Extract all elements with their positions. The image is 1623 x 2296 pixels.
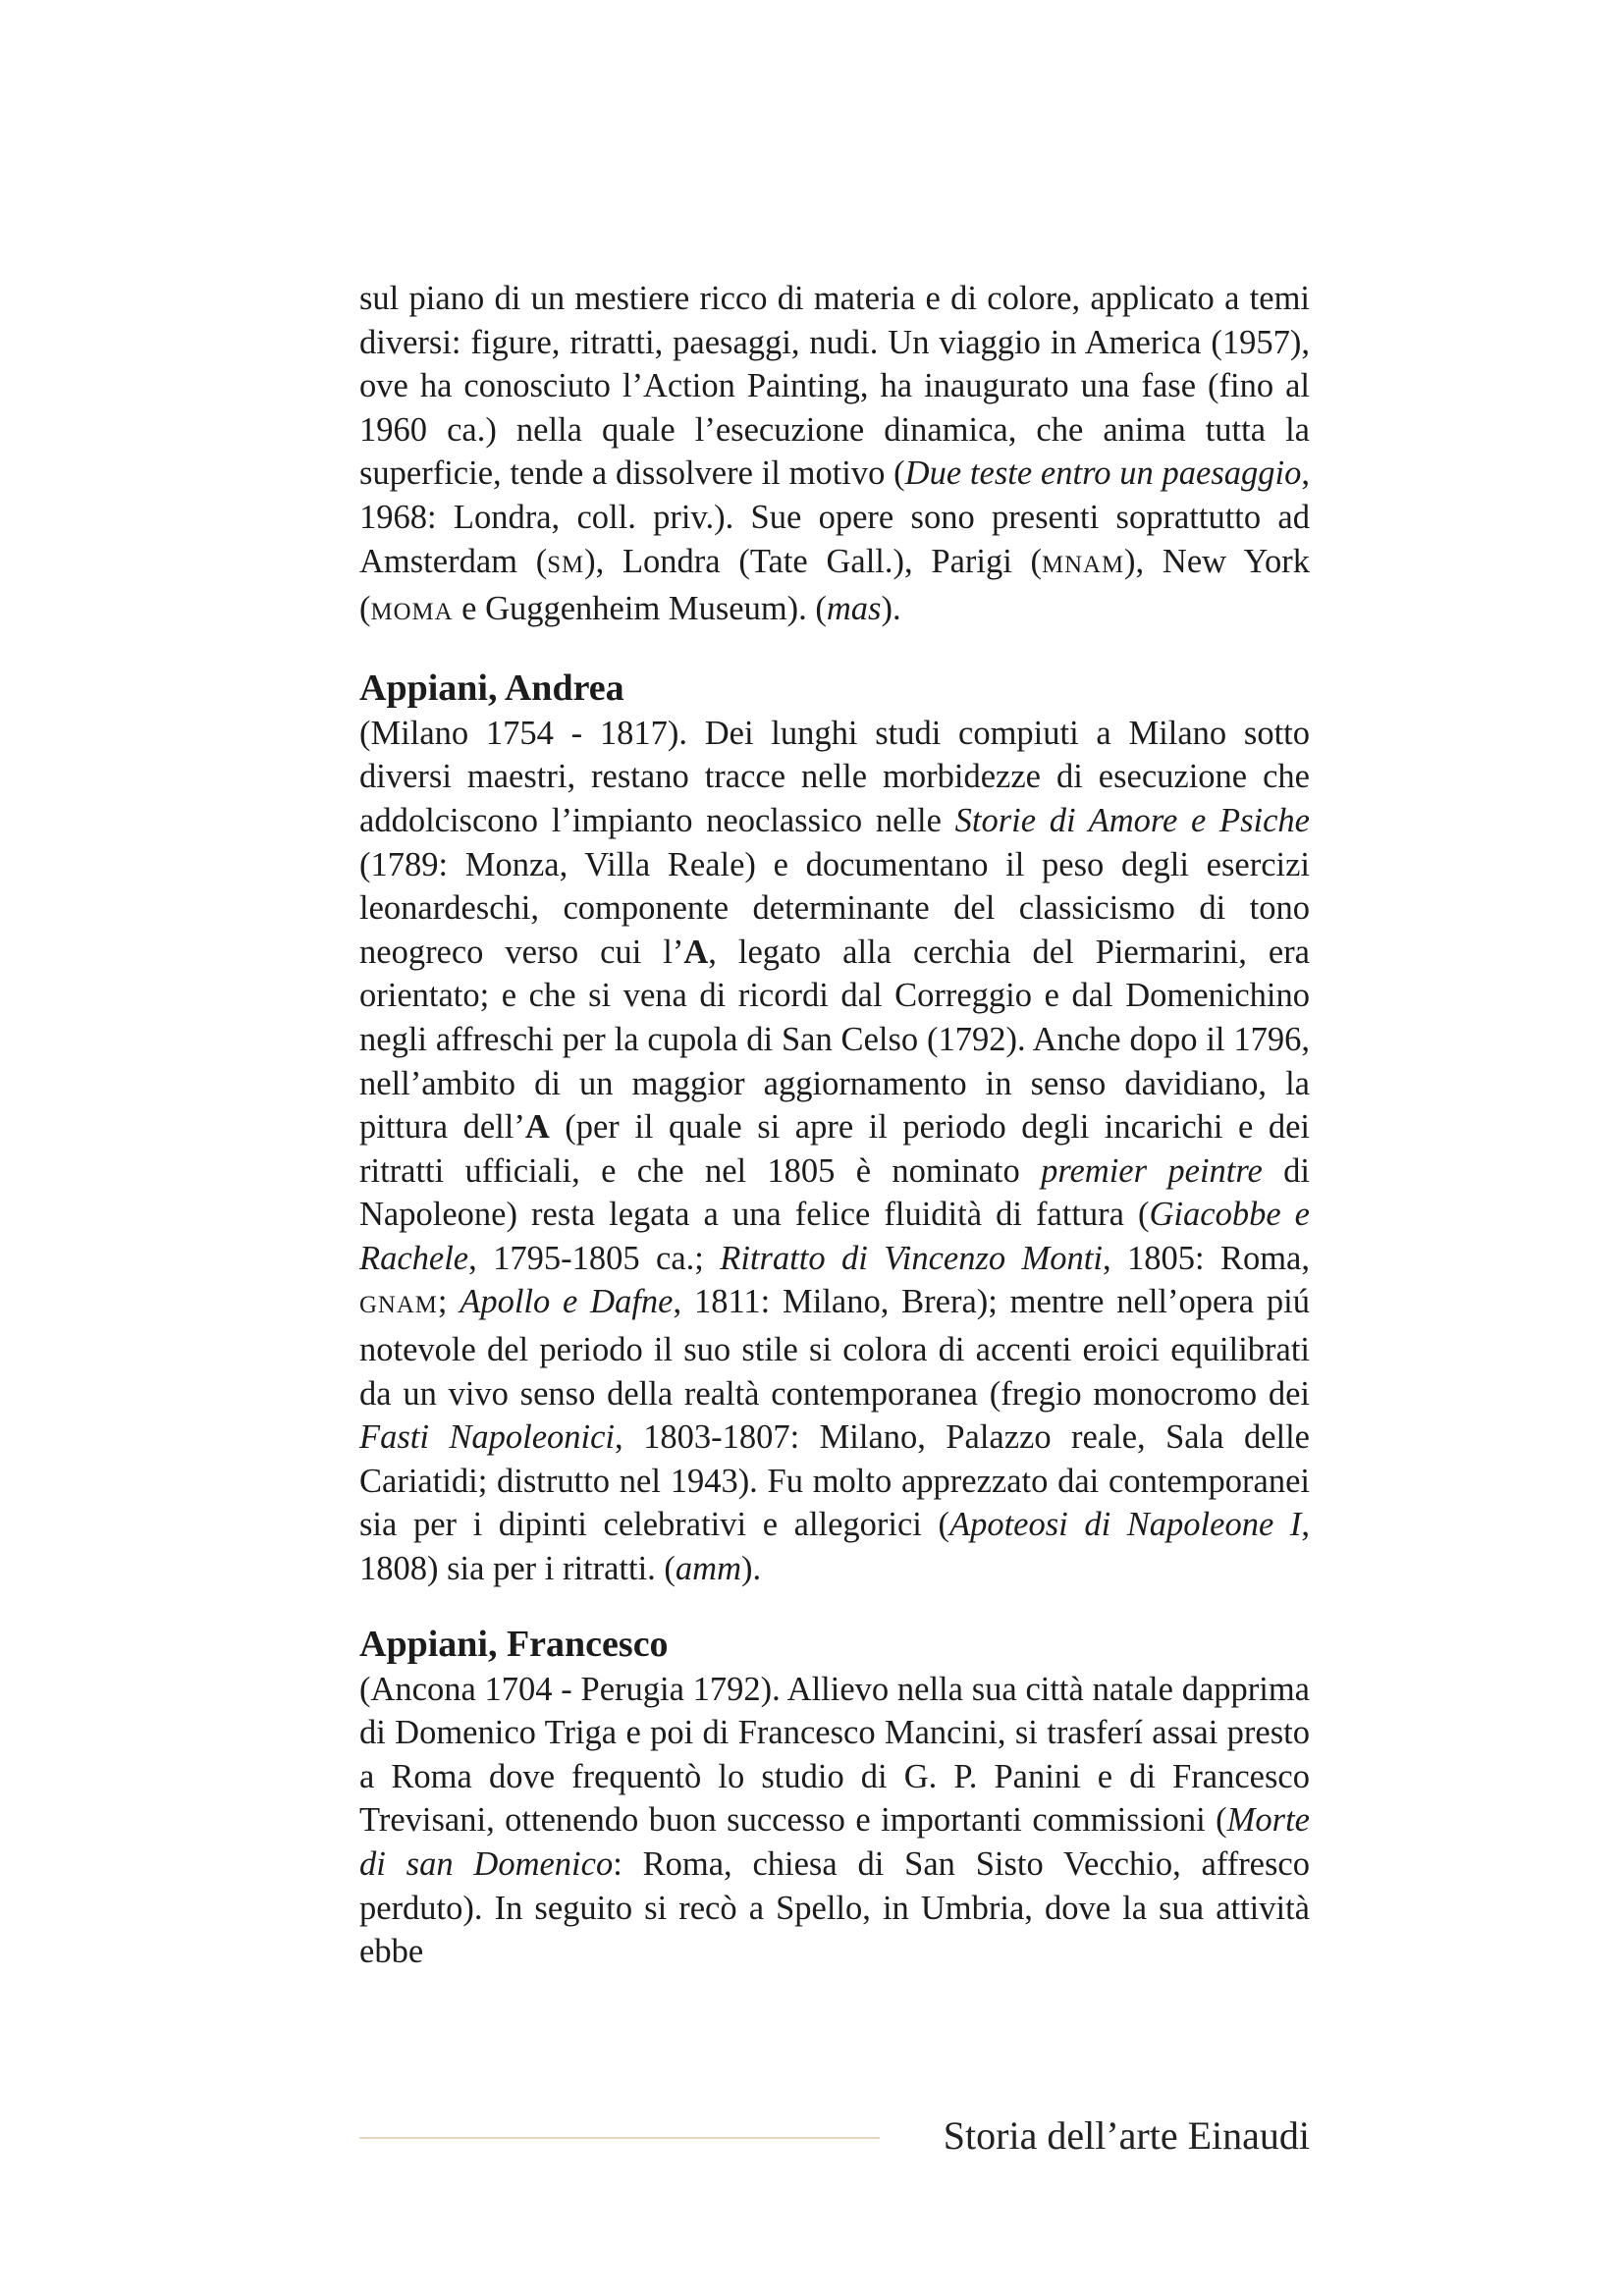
bold-run: A <box>683 933 709 971</box>
text-run: (per il quale si apre il periodo degli incarichi e dei ritratti ufficiali, e che nel 1805 è nominato <box>359 1108 1311 1190</box>
text-run: , 1968: Londra, coll. priv.). Sue opere sono presenti soprattutto ad Amsterdam ( <box>359 454 1310 580</box>
text-run: di Napoleone) resta legata a una felice fluidità di fattura ( <box>359 1151 1311 1234</box>
footer-title: Storia dell’arte Einaudi <box>943 2113 1310 2158</box>
text-run: (1789: Monza, Villa Reale) e documentano il peso degli esercizi leonardeschi, componente determinante del classicismo di tono neogreco verso cui l’ <box>359 845 1310 971</box>
italic-run: Morte di san Domenico <box>359 1801 1310 1883</box>
italic-run: Fasti Napoleonici <box>359 1418 616 1457</box>
italic-run: premier peintre <box>1041 1151 1263 1190</box>
text-run: (Milano 1754 - 1817). Dei lunghi studi compiuti a Milano sotto diversi maestri, restano tracce nelle morbidezze di esecuzione che addolciscono l’impianto neoclassico nelle <box>359 714 1310 839</box>
text-column <box>359 277 1310 1974</box>
text-run: sul piano di un mestiere ricco di materia e di colore, applicato a temi diversi: figure, ritratti, paesaggi, nudi. Un viaggio in America (1957), ove ha conosciuto l’Action Painting, ha inaugurato una fase (fino al 1960 ca.) nella quale l’esecuzione dinamica, che anima tutta la superficie, tende a dissolvere il motivo ( <box>359 280 1310 493</box>
text-run: , legato alla cerchia del Piermarini, era orientato; e che si vena di ricordi dal Correggio e dal Domenichino negli affreschi per la cupola di San Celso (1792). Anche dopo il 1796, nell’ambito di un maggior aggiornamento in senso davidiano, la pittura dell’ <box>359 933 1310 1147</box>
small-caps-run: GNAM <box>359 1292 438 1319</box>
entry-heading-francesco: Appiani, Francesco <box>359 1623 669 1665</box>
small-caps-run: SM <box>547 551 585 578</box>
entry-heading-andrea: Appiani, Andrea <box>359 667 624 709</box>
intro-paragraph <box>359 277 1310 635</box>
italic-run: Due teste entro un paesaggio <box>904 454 1302 493</box>
text-run: ), New York ( <box>359 542 1310 628</box>
text-run: ). <box>881 590 901 628</box>
text-run: , 1803-1807: Milano, Palazzo reale, Sala delle Cariatidi; distrutto nel 1943). Fu molto apprezzato dai contemporanei sia per i dipinti celebrativi e allegorici ( <box>359 1418 1310 1544</box>
italic-run: Apollo e Dafne <box>460 1283 674 1321</box>
italic-run: Ritratto di Vincenzo Monti <box>720 1239 1103 1277</box>
italic-run: mas <box>826 590 882 628</box>
italic-run: Storie di Amore e Psiche <box>954 801 1310 839</box>
entry-body-francesco <box>359 1668 1310 1974</box>
italic-run: Apoteosi di Napoleone I <box>949 1506 1302 1544</box>
text-run: ), Londra (Tate Gall.), Parigi ( <box>584 542 1043 580</box>
text-run: ). <box>741 1550 762 1588</box>
text-run: (Ancona 1704 - Perugia 1792). Allievo nella sua città natale dapprima di Domenico Triga e poi di Francesco Mancini, si trasferí assai presto a Roma dove frequentò lo studio di G. P. Panini e di Francesco Trevisani, ottenendo buon successo e importanti commissioni ( <box>359 1670 1310 1840</box>
text-run: , 1795-1805 ca.; <box>468 1239 721 1277</box>
text-run: , 1808) sia per i ritratti. ( <box>359 1506 1310 1588</box>
text-run: ; <box>437 1283 460 1321</box>
text-run: e Guggenheim Museum). ( <box>453 590 827 628</box>
footer-rule <box>359 2137 880 2139</box>
italic-run: amm <box>675 1550 741 1588</box>
bold-run: A <box>524 1108 550 1147</box>
small-caps-run: MNAM <box>1042 551 1125 578</box>
italic-run: Giacobbe e Rachele <box>359 1196 1310 1277</box>
small-caps-run: MOMA <box>370 599 454 626</box>
entry-body-andrea <box>359 712 1310 1591</box>
text-run: , 1805: Roma, <box>1102 1239 1310 1277</box>
text-run: , 1811: Milano, Brera); mentre nell’opera piú notevole del periodo il suo stile si colora di accenti eroici equilibrati da un vivo senso della realtà contemporanea (fregio monocromo dei <box>359 1283 1310 1413</box>
text-run: : Roma, chiesa di San Sisto Vecchio, affresco perduto). In seguito si recò a Spello, in Umbria, dove la sua attività ebbe <box>359 1845 1310 1971</box>
